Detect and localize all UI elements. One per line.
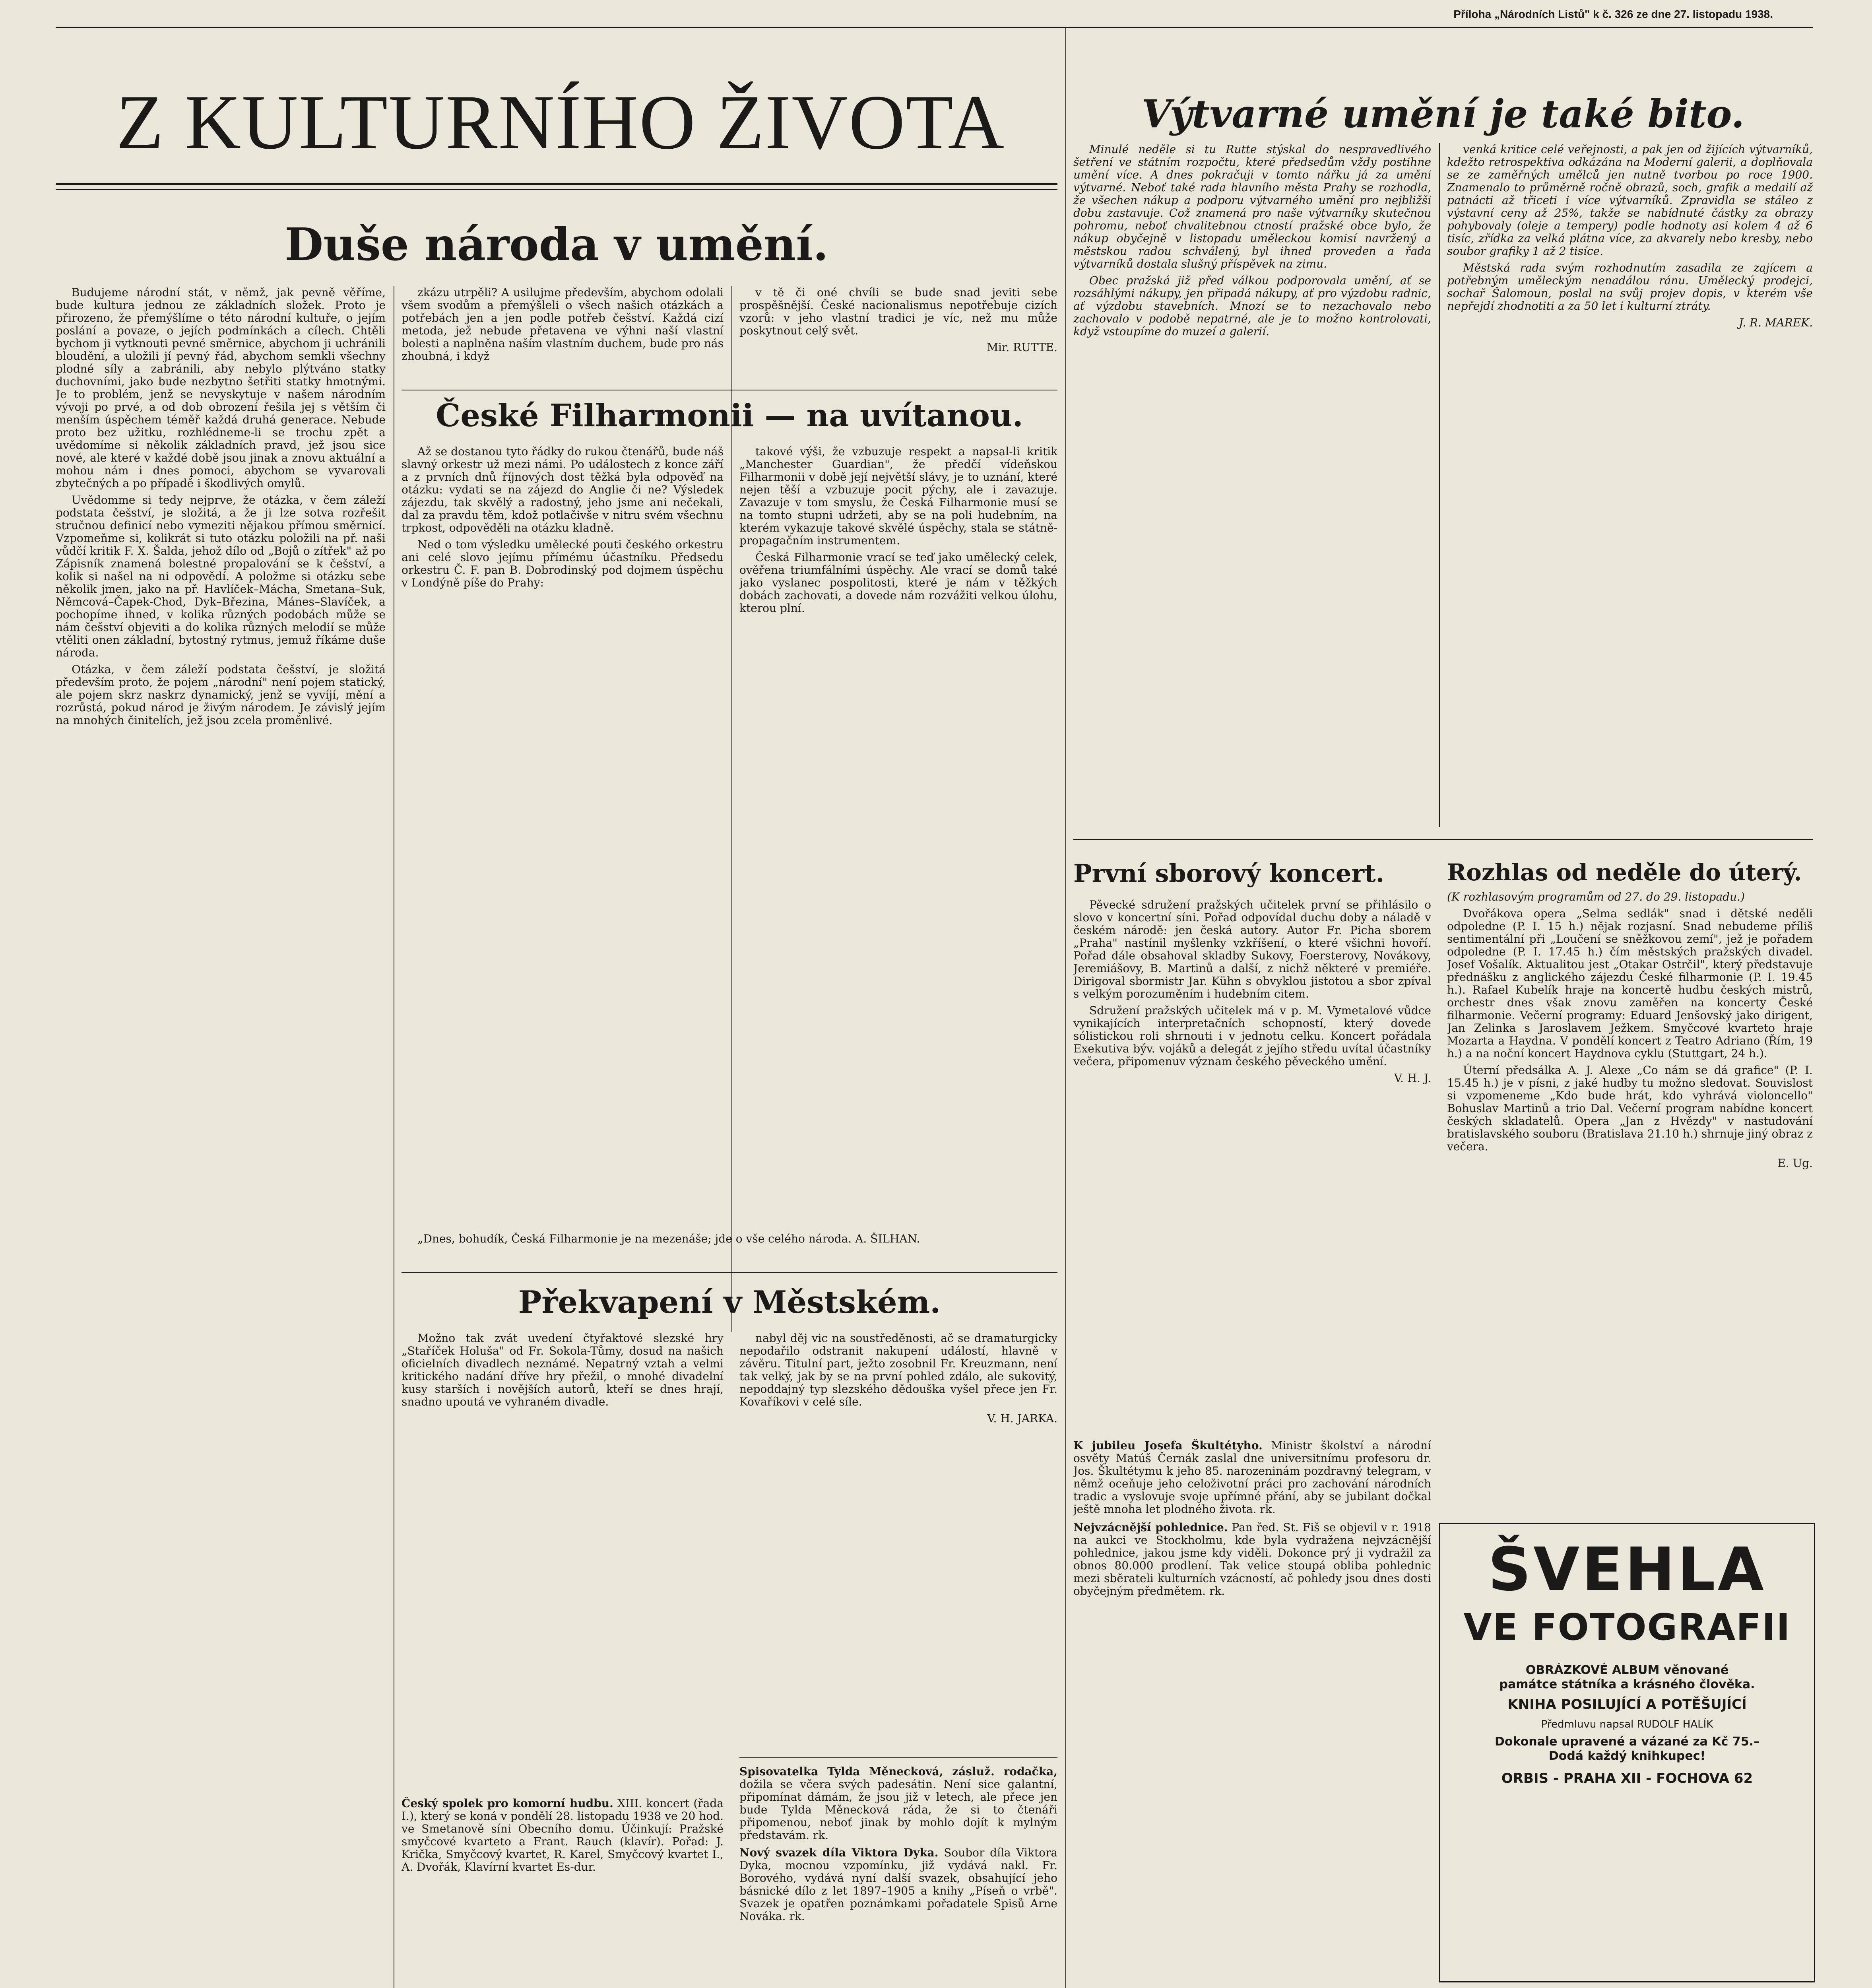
news-item-dyk-sig: rk.: [789, 1910, 805, 1923]
article-filharmonie-col-a: [402, 445, 724, 1225]
article-duse-col3-text: v tě či oné chvíli se bude snad jeviti sebe prospěšnější. České nacionalismus nepotřebuje cizích vzorů: v jeho vlastní tradici je víc, než mu může poskytnout celý svět.: [739, 286, 1057, 337]
article-prekvapeni-col-b: [739, 1332, 1057, 1749]
article-duse-para2: Uvědomme si tedy nejprve, že otázka, v čem záleží podstata češství, je složitá, a že ji lze sotva rozřešit stručnou definicí nebo vymeziti nějakou přímou směrnicí. Vzpomeňme si, kolikrát si tuto otázku položili na př. naši vůdčí kritik F. X. Šalda, jehož dílo od „Bojů o zítřek" až po Zápisník znamená bolestné propalování se k češství, a kolik si našel na ni odpovědí. A položme si otázku sebe několik jmen, jako na př. Havlíček–Mácha, Smetana–Suk, Němcová–Čapek-Chod, Dyk–Březina, Mánes–Slavíček, a pochopíme ihned, v kolika různých podobách může se nám češství objeviti a do kolika různých melodií se může vtěliti onen základní, bytostný rytmus, jemuž říkáme duše národa.: [56, 493, 386, 659]
article-sborovy-col: [1073, 899, 1431, 1415]
col-divider-right: [1439, 143, 1440, 827]
article-vytvarne-para2: Obec pražská již před válkou podporovala umění, ať se rozsáhlými nákupy, jen připadá nákupy, ať pro výzdobu radnic, ať výzdobu stavebních. Mnozí se to nezachovalo nebo zachovalo v podobě nepatrné, ale je to možno kontrolovati, když vstoupíme do muzeí a galerií.: [1073, 274, 1431, 338]
news-item-skultety-sig: rk.: [1260, 1503, 1276, 1516]
article-rozhlas-signature: E. Ug.: [1777, 1157, 1813, 1170]
article-filharmonie-col-b: [739, 445, 1057, 1225]
news-item-pohlednice-sig: rk.: [1209, 1584, 1225, 1598]
article-rozhlas-para1: Dvořákova opera „Selma sedlák" snad i dětské neděli odpoledne (P. I. 15 h.) nějak rozjasní. Snad nebudeme příliš sentimentální při „Loučení se sněžkovou zemí", jež je pořadem odpoledne (P. I. 17.45 h.) čím městských pražských divadel. Josef Vošalík. Aktualitou jest „Otakar Ostrčil", který představuje přednášku z anglického zájezdu České filharmonie (P. I. 19.45 h.). Rafael Kubelík hraje na koncertě hudbu českých mistrů, orchestr dnes však znovu zaměřen na koncerty České filharmonie. Večerní programy: Eduard Jenšovský jako dirigent, Jan Zelinka s Jaroslavem Ježkem. Smyčcové kvarteto hraje Mozarta a Haydna. V pondělí koncert z Teatro Adriano (Řím, 19 h.) a na noční koncert Haydnova cyklu (Stuttgart, 24 h.).: [1447, 907, 1813, 1060]
article-duse-col1: [56, 286, 386, 1400]
article-vytvarne-para1: Minulé neděle si tu Rutte stýskal do nespravedlivého šetření ve státním rozpočtu, které předsedům vždy postihne umění více. A dnes pokračuji v tomto nářku já za umění výtvarné. Neboť také rada hlavního města Prahy se rozhodla, že všechen nákup a podporu výtvarného umění pro nejbližší dobu zastavuje. Což znamená pro naše výtvarníky skutečnou pohromu, neboť chvalitebnou ctností pražské obce bylo, že nákup obyčejně v listopadu uměleckou komisí navržený a městskou radou schválený, byl ihned proveden a řada výtvarníků dostala slušný příspěvek na zimu.: [1073, 143, 1431, 270]
article-headline-sborovy: První sborový koncert.: [1073, 859, 1385, 888]
article-headline-vytvarne: Výtvarné umění je také bito.: [1141, 91, 1745, 136]
news-item-skultety-text: Ministr školství a národní osvěty Matúš Černák zaslal dne universitnímu profesoru dr. Jos. Škultétymu k jeho 85. narozeninám pozdravný telegram, v němž oceňuje jeho celoživotní práci pro zachování národních tradic a vyslovuje svoje upřímné přání, aby se jubilant dočkal ještě mnoha let plodného života.: [1073, 1439, 1431, 1516]
short-news-col-c: [1073, 1439, 1431, 1988]
news-item-dyk-title: Nový svazek díla Viktora Dyka.: [739, 1846, 939, 1859]
article-rozhlas-col: [1447, 891, 1813, 1471]
news-item-skultety-title: K jubileu Josefa Škultétyho.: [1073, 1439, 1263, 1452]
news-item-pohlednice: [1073, 1521, 1431, 1598]
prekvapeni-top-rule: [402, 1272, 1057, 1273]
article-vytvarne-col-b: [1447, 143, 1813, 819]
short-news-col-b: [739, 1765, 1057, 1988]
short-news-col-a: [402, 1797, 724, 1988]
news-item-meneckova-text: dožila se včera svých padesátin. Není sice galantní, připomínat dámám, že jsou již v letech, ale přece jen bude Tylda Měnecková ráda, že si to čtenáři připomenou, neboť jinak by mohlo dojít k mylným představám.: [739, 1778, 1057, 1842]
article-headline-rozhlas: Rozhlas od neděle do úterý.: [1447, 859, 1802, 886]
ad-line7: ORBIS - PRAHA XII - FOCHOVA 62: [1501, 1771, 1753, 1786]
news-item-pohlednice-text: Pan řed. St. Fiš se objevil v r. 1918 na aukci ve Stockholmu, kde byla vydražena nejvzácnější pohlednice, jakou jsme kdy viděli. Dokonce prý ji vydražil za obnos 80.000 prodlení. Tak velice stoupá obliba pohlednic mezi sběrateli kulturních vzácností, ač pohledy jsou dnes dosti obyčejným předmětem.: [1073, 1521, 1431, 1598]
ad-line4: Předmluvu napsal RUDOLF HALÍK: [1541, 1718, 1713, 1730]
article-prekvapeni-para2: nabyl děj vic na soustředěnosti, ač se dramaturgicky nepodařilo odstranit nakupení událostí, hlavně v závěru. Titulní part, ježto zosobnil Fr. Kreuzmann, není tak velký, jak by se na první pohled zdálo, ale sukovitý, nepoddajný typ slezského dědouška vyšel přece jen Fr. Kovaříkovi v celé síle.: [739, 1332, 1057, 1408]
news-item-pohlednice-title: Nejvzácnější pohlednice.: [1073, 1521, 1228, 1534]
article-headline-prekvapeni: Překvapení v Městském.: [518, 1284, 941, 1320]
col-divider-2: [731, 286, 732, 1332]
article-vytvarne-para4: Městská rada svým rozhodnutím zasadila ze zajícem a potřebným uměleckým nenadálou ránu. Umělecký prodejci, sochař Šalomoun, poslal na svůj projev dopis, v kterém vše nepřejdí zhodnotiti a za 50 let i kulturní ztráty.: [1447, 261, 1813, 313]
article-duse-col3: [739, 286, 1057, 386]
supplement-header: Příloha „Národních Listů" k č. 326 ze dne 27. listopadu 1938.: [1453, 8, 1773, 20]
ad-line3: KNIHA POSILUJÍCÍ A POTĚŠUJÍCÍ: [1507, 1697, 1747, 1712]
article-duse-para3: Otázka, v čem záleží podstata češství, je složitá především proto, že pojem „národní" není pojem statický, ale pojem skrz naskrz dynamický, jenž se vyvíjí, mění a rozrůstá, pokud národ je živým národem. Je závislý jejím na mnohých činitelích, jež jsou zcela proměnlivé.: [56, 663, 386, 727]
section-title: Z KULTURNÍHO ŽIVOTA: [116, 79, 1005, 165]
article-duse-col2: [402, 286, 724, 378]
article-filharmonie-signature: „Dnes, bohudík, Česká Filharmonie je na mezenáše; jde o vše celého národa. A. ŠILHAN.: [417, 1233, 920, 1245]
article-prekvapeni-col-a: [402, 1332, 724, 1789]
article-duse-para1: Budujeme národní stát, v němž, jak pevně věříme, bude kultura jednou ze základních složek. Proto je přirozeno, že přemýšlíme o této národní kultuře, o jejím poslání a povaze, o jejích podmínkách a cílech. Chtěli bychom ji vytknouti pevné směrnice, abychom ji uchránili bloudění, a uložili jí pevný řád, abychom semkli všechny plodné síly a zabránili, aby nebylo plýtváno statky duchovními, jako bude nezbytno šetřiti statky hmotnými. Je to problém, jenž se nevyskytuje v našem národním vývoji po prvé, a od dob obrození řešila jej s větším či menším úspěchem téměř každá druhá generace. Nebude proto bez užitku, rozhlédneme-li se trochu zpět a uvědomíme si několik základních pravd, jež jsou sice nové, ale které v každé době jsou jinak a znovu aktuální a mohou nám i dnes pomoci, abychom se vyvarovali zbytečných a po případě i škodlivých omylů.: [56, 286, 386, 490]
article-filharmonie-para4: Česká Filharmonie vrací se teď jako umělecký celek, ověřena triumfálními úspěchy. Ale vrací se domů také jako vyslanec pospolitosti, které je nám v těžkých dobách zachovati, a dovede nám rozvážiti velkou úlohu, kterou plní.: [739, 551, 1057, 615]
article-duse-col2-text: zkázu utrpěli? A usilujme především, abychom odolali všem svodům a přemýšleli o všech našich otázkách a potřebách jen a jen podle potřeb češství. Každá cizí metoda, jež nebude přetavena ve výhni naší vlastní bolesti a naplněna naším vlastním duchem, bude pro nás zhoubná, i když: [402, 286, 724, 363]
ad-line2: památce státníka a krásného člověka.: [1499, 1677, 1755, 1691]
news-item-koncert: [402, 1797, 724, 1873]
ad-svehla-box: [1439, 1523, 1815, 1982]
article-rozhlas-para2: Úterní předsálka A. J. Alexe „Co nám se dá grafice" (P. I. 15.45 h.) je v písni, z jaké hudby tu možno sledovat. Souvislost si vzpomeneme „Kdo bude hrát, kdo vyhrává violoncello" Bohuslav Martinů a trio Dal. Večerní program nabídne koncert českých skladatelů. Opera „Jan z Hvězdy" v nastudování bratislavského souboru (Bratislava 21.10 h.) shrnuje jiný obraz z večera.: [1447, 1064, 1813, 1153]
article-rozhlas-subhead: (K rozhlasovým programům od 27. do 29. listopadu.): [1447, 891, 1745, 903]
article-sborovy-para2: Sdružení pražských učitelek má v p. M. Vymetalové vůdce vynikajících interpretačních schopností, který dovede sólistickou roli shrnouti i v jednotu celku. Koncert pořádala Exekutiva býv. vojáků a delegát z jejího středu uvítal účastníky večera, připomenuv význam českého pěveckého umění.: [1073, 1004, 1431, 1068]
ad-line1: OBRÁZKOVÉ ALBUM věnované: [1525, 1663, 1729, 1677]
article-filharmonie-para3: takové výši, že vzbuzuje respekt a napsal-li kritik „Manchester Guardian", že předčí vídeňskou Filharmonii v době její největší slávy, je to uznání, které nejen těší a vzbuzuje pocit pýchy, ale i zavazuje. Zavazuje v tom smyslu, že Česká Filharmonie musí se na tomto stupni udržeti, aby se na poli hudebním, na kterém vykazuje takové skvělé úspěchy, stala se státně-propagačním instrumentem.: [739, 445, 1057, 547]
article-prekvapeni-para1: Možno tak zvát uvedení čtyřaktové slezské hry „Staříček Holuša" od Fr. Sokola-Tůmy, dosud na našich oficielních divadlech neznámé. Nepatrný vztah a velmi kritického nadání dříve hry přežil, o mnohé divadelní kusy starších i novějších autorů, kteří se dnes hrají, snadno upoutá ve vyhraném divadle.: [402, 1332, 724, 1408]
news-item-meneckova-sig: rk.: [813, 1829, 829, 1842]
news-item-dyk-text: Soubor díla Viktora Dyka, mocnou vzpomínku, již vydává nakl. Fr. Borového, vydává nyní další svazek, obsahující jeho básnické dílo z let 1897–1905 a knihy „Píseň o vrbě". Svazek je opatřen poznámkami pořadatele Spisů Arne Nováka.: [739, 1846, 1057, 1923]
ad-line6: Dodá každý knihkupec!: [1548, 1749, 1706, 1763]
ad-title-line2: VE FOTOGRAFII: [1463, 1606, 1791, 1648]
title-rule-thin: [56, 189, 1057, 190]
article-sborovy-para1: Pěvecké sdružení pražských učitelek první se přihlásilo o slovo v koncertní síni. Pořad odpovídal duchu doby a náladě v českém národě: jen česká autory. Autor Fr. Picha sborem „Praha" nastínil myšlenky vzkříšení, o které všichni hovoří. Pořad dále obsahoval skladby Sukovy, Foersterovy, Novákovy, Jeremiášovy, B. Martinů a další, z nichž některé v premiéře. Dirigoval sbormistr Jar. Kühn s obvyklou jistotou a sbor zpíval s velkým porozuměním i hudebním citem.: [1073, 899, 1431, 1000]
news-item-meneckova-title: Spisovatelka Tylda Měnecková, zásluž. rodačka,: [739, 1765, 1057, 1778]
short-news-rule: [739, 1757, 1057, 1758]
article-duse-signature: Mir. RUTTE.: [987, 341, 1057, 354]
header-rule: [56, 27, 1813, 28]
article-headline-duse-naroda: Duše národa v umění.: [285, 219, 828, 271]
ad-title-line1: ŠVEHLA: [1488, 1535, 1766, 1604]
article-vytvarne-col-a: [1073, 143, 1431, 819]
news-item-dyk: [739, 1846, 1057, 1923]
article-vytvarne-para3: venká kritice celé veřejnosti, a pak jen od žijících výtvarníků, kdežto retrospektiva odkázána na Moderní galerii, a doplňovala se ze zaměřných umělců jen nutně tvorbou po roce 1900. Znamenalo to průměrně ročně obrazů, soch, grafik a medailí až patnácti až třiceti i více výtvarníků. Zpravidla se stáleo z výstavní ceny až 25%, takže se nabídnuté částky za obrazy pohybovaly (oleje a tempery) podle hodnoty asi kolem 4 až 6 tisíc, zřídka za velká plátna více, za akvarely nebo kresby, nebo soubor grafiky 1 až 2 tisíce.: [1447, 143, 1813, 258]
article-sborovy-signature: V. H. J.: [1394, 1072, 1431, 1085]
news-item-koncert-title: Český spolek pro komorní hudbu.: [402, 1797, 613, 1810]
article-headline-filharmonie: České Filharmonii — na uvítanou.: [436, 398, 1023, 434]
news-item-meneckova: [739, 1765, 1057, 1842]
news-item-skultety: [1073, 1439, 1431, 1516]
right-mid-rule: [1073, 839, 1813, 840]
article-prekvapeni-signature: V. H. JARKA.: [987, 1412, 1057, 1425]
news-item-koncert-text: XIII. koncert (řada I.), který se koná v pondělí 28. listopadu 1938 ve 20 hod. ve Smetanově síni Obecního domu. Účinkují: Pražské smyčcové kvarteto a Frant. Rauch (klavír). Pořad: J. Krička, Smyčcový kvartet, R. Karel, Smyčcový kvartet I., A. Dvořák, Klavírní kvartet Es-dur.: [402, 1797, 724, 1873]
ad-line5: Dokonale upravené a vázané za Kč 75.–: [1495, 1735, 1759, 1749]
article-filharmonie-para1: Až se dostanou tyto řádky do rukou čtenářů, bude náš slavný orkestr už mezi námi. Po událostech z konce září a z prvních dnů říjnových dost těžká byla odpověď na otázku: vydati se na zájezd do Anglie či ne? Výsledek zájezdu, tak skvělý a radostný, jeho jsme ani nečekali, dal za pravdu těm, kdož potlačivše v nitru svém všechnu trpkost, odpověděli na otázku kladně.: [402, 445, 724, 534]
article-vytvarne-signature: J. R. MAREK.: [1739, 316, 1813, 329]
col-divider-3: [1065, 28, 1066, 1988]
article-filharmonie-para2: Ned o tom výsledku umělecké pouti českého orkestru ani celé slovo jejímu přímému účastníku. Předsedu orkestru Č. F. pan B. Dobrodinský pod dojmem úspěchu v Londýně píše do Prahy:: [402, 538, 724, 589]
title-rule-thick: [56, 183, 1057, 185]
